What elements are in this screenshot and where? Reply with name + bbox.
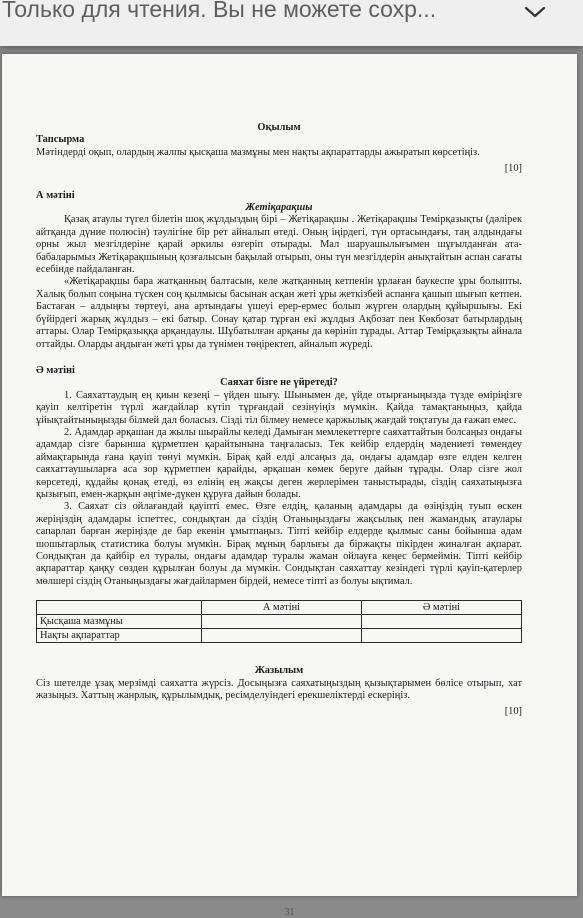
writing-text: Сіз шетелде ұзақ мерзімді саяхатта жүрсіз. Досыңызға саяхатыңыздың қызықтарымен бөлісе отырып, хат жазыңыз. Хаттың жанрлық, құрылымдық, ресімделуіндегі ерекшеліктерді ескеріңіз. (36, 677, 522, 702)
text-b-paragraph: 2. Адамдар әрқашан да жылы шырайлы келеді Дамыған мемлекеттерге саяхаттайтын болсаңыз ондағы адамдар сізге барынша құрметпен қарайтынына таңғаласыз. Тек кейбір елдердің мәдениеті төмендеу аймақтарында ғана қауіп төнуі мүмкін. Бірақ қай елді алсаңыз да, ондағы адамдар өзге елден келген саяхаттаушыларға аса зор құрметпен қарайды, әрқашан көмек беруге дайын тұрады. Олар сізге жол көрсетеді, құдайы қонақ етеді, өз елінің ең жақсы деген жерлерімен таныстырады, сіздің саяхатыңызға қызығып, емен-жарқын әңгіме-дүкен құруға дайын болады. (36, 426, 522, 500)
comparison-table (36, 600, 522, 643)
table-row (37, 615, 522, 629)
table-cell (202, 615, 362, 629)
table-row (37, 629, 522, 643)
page-number: 31 (284, 907, 295, 918)
table-header-cell: Ә мәтіні (362, 601, 522, 615)
text-b-paragraph: 3. Саяхат сіз ойлағандай қауіпті емес. Өзге елдің, қаланың адамдары да өзіңіздің туып өскен жеріңіздің адамдары іспеттес, сондықтан да сіздің Отаныңыздағы жақсылық пен жамандық атаулары сапарлап барған жеріңізде де бар екенін ұмытпаңыз. Тіпті кейбір елдерде қылмыс саны бойынша адам шошытарлық статистика болуы мүмкін. Бірақ мұның барлығы да біржақты пікірден жиналған ақпарат. Сондықтан да қайбір ел туралы, ондағы адамдар туралы жаман ойлауға кеңес бермеймін. Тіпті кейбір ақпараттар қаңқу сөзден құрылған болуы да мүмкін. Сондықтан саяхаттау кезіндегі түрлі қауіп-қатерлер мөлшері сіздің Отаныңыздағы жағдайлармен бірдей, немесе тіпті аз болуы ықтимал. (36, 501, 522, 587)
text-b-label: Ә мәтіні (36, 364, 75, 376)
table-header-cell (37, 601, 202, 615)
task-score: [10] (504, 163, 522, 175)
table-header-row (37, 601, 522, 615)
table-cell (362, 629, 522, 643)
text-a-paragraph: «Жетіқарақшы бара жатқанның балтасын, келе жатқанның кетпенін ұрлаған баукеспе ұры болыпты. Халық болып соңына түскен соң қылмысы басынан асқан жеті ұры жеткізбей аспанға қашып шығып кетпен. Бастаған – алдыңғы төртеуі, ана артындағы үшеуі ерер-ермес болып жүрген олардың құйыршығы. Екі бүйірдегі жарық жұлдыз – екі батыр. Сонау қатар тұрған екі жұлдыз Ақбозат пен Көкбозат батырлардың аттары. Олар Темірқазыққа арқандаулы. Шұбатылған арқаны да көрініп тұрады. Аттар Темірқазықты айнала оттайды. Оларды аңдыған жеті ұры да түнімен төңіректеп, айналып жүреді. (36, 276, 522, 350)
table-cell (362, 615, 522, 629)
table-header-cell: А мәтіні (202, 601, 362, 615)
table-cell: Нақты ақпараттар (37, 629, 202, 643)
document-page (2, 54, 577, 918)
chevron-down-icon[interactable] (522, 2, 548, 22)
page-content (36, 122, 522, 719)
task-label: Тапсырма (36, 134, 85, 146)
readonly-banner (0, 0, 583, 46)
text-a-title: Жетіқарақшы (245, 202, 313, 214)
table-cell: Қысқаша мазмұны (37, 615, 202, 629)
task-text: Мәтіндерді оқып, олардың жалпы қысқаша мазмұны мен нақты ақпараттарды ажыратып көрсетіңіз. (36, 146, 480, 158)
table-cell (202, 629, 362, 643)
text-b-title: Саяхат бізге не үйретеді? (220, 377, 338, 389)
text-a-paragraph: Қазақ атаулы түгел білетін шоқ жұлдыздың бірі – Жетіқарақшы . Жетіқарақшы Темірқазықты (дәлірек айтқанда дүние полюсін) тәулігіне бір рет айналып өтеді. Оның іңірдегі, түн ортасындағы, таң алдындағы орны жыл мезгілдеріне қарай әркилы өзгеріп отырады. Мал шаруашылығымен шұғылданған ата-бабаларымыз Жетіқарақшының қозғалысын бақылай отырып, оны түн мезгілдерін анықтайтын аспан сағаты есебінде пайдаланған. (36, 214, 522, 276)
text-a-label: А мәтіні (36, 189, 75, 201)
readonly-notice: Только для чтения. Вы не можете сохр... (2, 0, 437, 22)
page-title: Оқылым (257, 122, 301, 133)
writing-title: Жазылым (254, 665, 304, 677)
text-b-paragraph: 1. Саяхаттаудың ең қиын кезеңі – үйден шығу. Шынымен де, үйде отырғаныңызда түзде өміріңізге қауіп келтіретін түрлі жағдайлар күтіп тұрғандай сезінуіңіз мүмкін. Қайда тамақтаныңыз, қайда ұйықтайтыныңызды білмей дал боласыз. Сізді тіл білмеу немесе қаржылық жағдай тоқтатуы да ғажап емес. (36, 389, 522, 426)
writing-score: [10] (504, 706, 522, 718)
